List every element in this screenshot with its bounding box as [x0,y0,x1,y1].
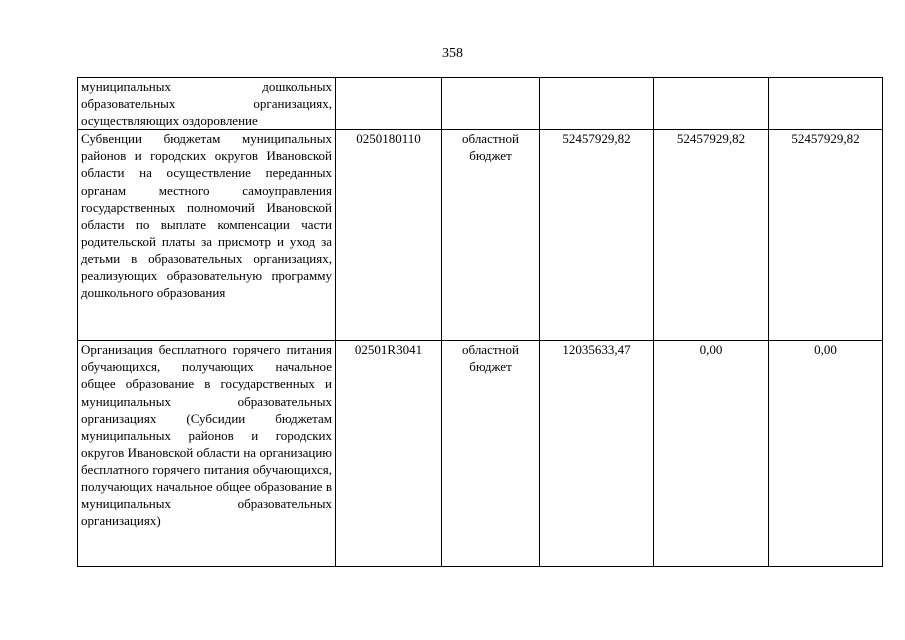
row-description: Организация бесплатного горячего питания обучающихся, получающих начальное общее образование в государственных и муниципальных образовательных организациях (Субсидии бюджетам муниципальных районов и городских округов Ивановской области на организацию бесплатного горячего питания обучающихся, получающих начальное общее образование в муниципальных образовательных организациях) [78,341,336,567]
row-value-2: 0,00 [654,341,769,567]
row-code: 0250180110 [336,130,442,341]
row-value-2: 52457929,82 [654,130,769,341]
row-source: областной бюджет [442,130,540,341]
row-code [336,78,442,130]
row-description: Субвенции бюджетам муниципальных районов и городских округов Ивановской области на осуществление переданных органам местного самоуправления государственных полномочий Ивановской области по выплате компенсации части родительской платы за присмотр и уход за детьми в образовательных организациях, реализующих образовательную программу дошкольного образования [78,130,336,341]
row-value-1 [540,78,654,130]
table-row [78,341,883,567]
row-description: муниципальных дошкольных образовательных организациях, осуществляющих оздоровление [78,78,336,130]
row-code: 02501R3041 [336,341,442,567]
budget-table [77,77,883,567]
table-row [78,130,883,341]
page-number: 358 [442,46,463,61]
row-value-3: 52457929,82 [769,130,883,341]
row-value-2 [654,78,769,130]
table-row [78,78,883,130]
row-source: областной бюджет [442,341,540,567]
row-value-3: 0,00 [769,341,883,567]
row-value-1: 12035633,47 [540,341,654,567]
row-source [442,78,540,130]
row-value-1: 52457929,82 [540,130,654,341]
row-value-3 [769,78,883,130]
